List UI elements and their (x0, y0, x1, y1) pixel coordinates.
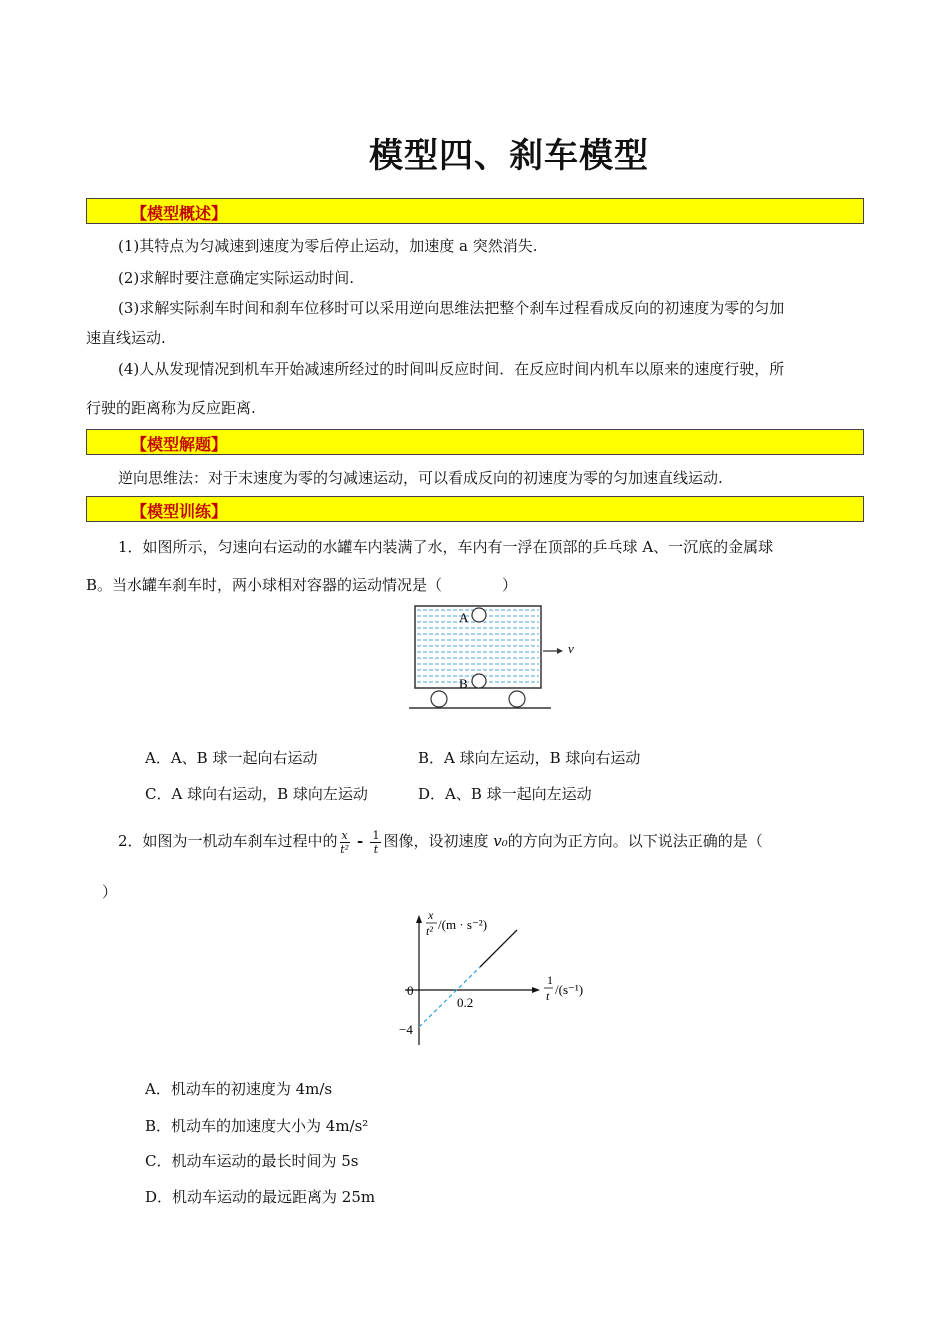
velocity-arrowhead (557, 648, 563, 654)
q2-stem (118, 826, 763, 856)
section-solution-label: 【模型解题】 (131, 435, 228, 454)
q1-option-d[interactable]: D．A、B 球一起向左运动 (418, 785, 592, 803)
q1-option-b[interactable]: B．A 球向左运动，B 球向右运动 (418, 749, 641, 767)
q2-option-b[interactable]: B．机动车的加速度大小为 4m/s² (145, 1117, 369, 1135)
y-label-den: t² (426, 924, 433, 938)
q2-frac-x-t2 (340, 829, 350, 856)
q2-middle: 图像，设初速度 (383, 832, 494, 850)
overview-line-3: (3)求解实际刹车时间和刹车位移时可以采用逆向思维法把整个刹车过程看成反向的初速度为零的匀加 (118, 299, 785, 317)
wheel-right (509, 691, 525, 707)
section-header-training (86, 496, 864, 522)
x-label-num: 1 (547, 973, 553, 987)
x-tick-label: 0.2 (457, 995, 474, 1010)
ball-b-label: B (459, 676, 468, 691)
solution-line: 逆向思维法：对于末速度为零的匀减速运动，可以看成反向的初速度为零的匀加速直线运动. (118, 469, 723, 487)
y-label-num: x (428, 908, 434, 922)
q2-dash: - (351, 832, 369, 850)
ball-b (472, 674, 486, 688)
overview-line-4: 速直线运动. (86, 329, 166, 347)
page-title: 模型四、刹车模型 (369, 136, 649, 176)
q2-frac-1-t (370, 829, 381, 856)
ball-a (472, 608, 486, 622)
q2-frac1-den: t² (340, 842, 350, 856)
q2-prefix: 2．如图为一机动车刹车过程中的 (118, 832, 338, 850)
q2-option-a[interactable]: A．机动车的初速度为 4m/s (145, 1080, 333, 1098)
x-axis-arrowhead (532, 987, 540, 993)
q2-frac1-num: x (341, 828, 348, 842)
q2-graph (385, 905, 605, 1055)
data-line (480, 930, 517, 967)
overview-line-2: (2)求解时要注意确定实际运动时间. (118, 269, 355, 287)
q2-v0: v₀ (493, 832, 508, 850)
section-header-overview (86, 198, 864, 224)
q2-option-d[interactable]: D．机动车运动的最远距离为 25m (145, 1188, 376, 1206)
q1-line-1: 1．如图所示，匀速向右运动的水罐车内装满了水，车内有一浮在顶部的乒乓球 A、一沉底的金属球 (118, 538, 774, 556)
x-unit: /(s⁻¹) (555, 982, 584, 997)
y-unit: /(m · s⁻²) (438, 917, 488, 932)
q1-line-2: B。当水罐车刹车时，两小球相对容器的运动情况是（ ） (86, 576, 518, 594)
overview-line-6: 行驶的距离称为反应距离. (86, 399, 256, 417)
overview-line-5: (4)人从发现情况到机车开始减速所经过的时间叫反应时间．在反应时间内机车以原来的速度行驶，所 (118, 360, 785, 378)
section-header-solution (86, 429, 864, 455)
q2-frac2-num: 1 (372, 828, 380, 842)
x-label-den: t (546, 989, 550, 1003)
q2-close-paren: ） (102, 883, 118, 901)
y-axis-arrowhead (416, 915, 422, 923)
y-tick-label: −4 (399, 1022, 413, 1037)
q1-tank-figure (405, 602, 585, 714)
origin-label: 0 (407, 983, 414, 998)
q2-frac2-den: t (373, 842, 379, 856)
q1-option-a[interactable]: A．A、B 球一起向右运动 (145, 749, 318, 767)
q2-suffix: 的方向为正方向。以下说法正确的是（ (507, 832, 763, 850)
section-training-label: 【模型训练】 (131, 502, 228, 521)
ball-a-label: A (459, 610, 469, 625)
q2-option-c[interactable]: C．机动车运动的最长时间为 5s (145, 1152, 359, 1170)
wheel-left (431, 691, 447, 707)
q1-option-c[interactable]: C．A 球向右运动，B 球向左运动 (145, 785, 368, 803)
overview-line-1: (1)其特点为匀减速到速度为零后停止运动，加速度 a 突然消失. (118, 237, 538, 255)
velocity-label: v (568, 641, 574, 656)
section-overview-label: 【模型概述】 (131, 204, 228, 223)
